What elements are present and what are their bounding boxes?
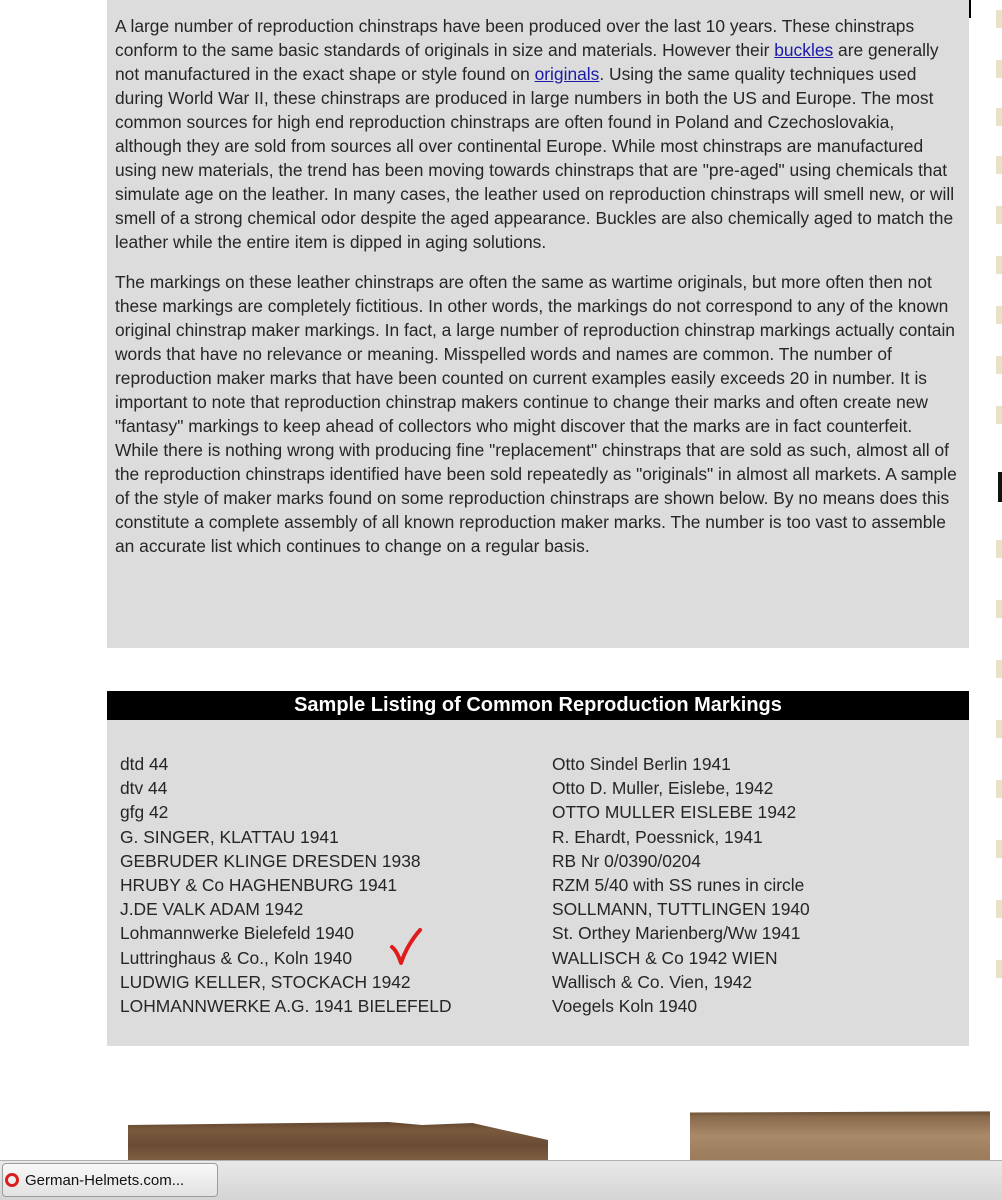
sidebar-black-block — [998, 472, 1002, 502]
intro-panel — [107, 0, 969, 648]
sidebar-fragment — [996, 900, 1002, 918]
marking-item: Voegels Koln 1940 — [552, 996, 698, 1017]
intro-paragraph-1 — [115, 14, 959, 254]
marking-item: HRUBY & Co HAGHENBURG 1941 — [120, 875, 398, 896]
sidebar-fragment — [996, 960, 1002, 978]
marking-item: RB Nr 0/0390/0204 — [552, 850, 701, 871]
sidebar-fragment — [996, 206, 1002, 224]
marking-item: RZM 5/40 with SS runes in circle — [552, 875, 805, 896]
sidebar-fragment — [996, 840, 1002, 858]
markings-listing-panel — [107, 691, 969, 1046]
paragraph-1-text-b: are generally not manufactured in the exact shape or style found on — [115, 40, 939, 84]
sidebar-fragment — [996, 540, 1002, 558]
marking-item: R. Ehardt, Poessnick, 1941 — [552, 826, 763, 847]
sidebar-fragment — [996, 156, 1002, 174]
marking-item: Wallisch & Co. Vien, 1942 — [552, 971, 753, 992]
buckles-link[interactable]: buckles — [774, 40, 834, 60]
paragraph-1-text-a: A large number of reproduction chinstraps have been produced over the last 10 years. These chinstraps conform to the same basic standards of originals in size and materials. However their — [115, 16, 915, 60]
sidebar-fragment — [996, 256, 1002, 274]
sidebar-fragment — [996, 600, 1002, 618]
marking-item: LUDWIG KELLER, STOCKACH 1942 — [120, 971, 411, 992]
right-sidebar-edge — [990, 0, 1002, 1160]
listing-title: Sample Listing of Common Reproduction Markings — [107, 691, 969, 720]
marking-item: Otto D. Muller, Eislebe, 1942 — [552, 778, 774, 799]
originals-link[interactable]: originals — [534, 64, 600, 84]
sidebar-fragment — [996, 10, 1002, 28]
sidebar-fragment — [996, 720, 1002, 738]
sidebar-fragment — [996, 108, 1002, 126]
marking-item: SOLLMANN, TUTTLINGEN 1940 — [552, 899, 810, 920]
marking-item: dtv 44 — [120, 778, 168, 799]
marking-item: Luttringhaus & Co., Koln 1940 — [120, 947, 353, 968]
intro-paragraph-2: The markings on these leather chinstraps are often the same as wartime originals, but more often then not these markings are completely fictitious. In other words, the markings do not correspond to any of the known original chinstrap maker markings. In fact, a large number of reproduction chinstrap markings actually contain words that have no relevance or meaning. Misspelled words and names are common. The number of reproduction maker marks that have been counted on current examples easily exceeds 20 in number. It is important to note that reproduction chinstrap makers continue to change their marks and often create new "fantasy" markings to keep ahead of collectors who might discover that the marks are in fact counterfeit. While there is nothing wrong with producing fine "replacement" chinstraps that are sold as such, almost all of the reproduction chinstraps identified have been sold repeatedly as "originals" in almost all markets. A sample of the style of maker marks found on some reproduction chinstraps are shown below. By no means does this constitute a complete assembly of all known reproduction maker marks. The number is too vast to assemble an accurate list which continues to change on a regular basis. — [115, 272, 957, 556]
marking-item: GEBRUDER KLINGE DRESDEN 1938 — [120, 850, 421, 871]
marking-item: Lohmannwerke Bielefeld 1940 — [120, 923, 354, 944]
sidebar-fragment — [996, 306, 1002, 324]
marking-item: LOHMANNWERKE A.G. 1941 BIELEFELD — [120, 996, 452, 1017]
taskbar-window-button[interactable] — [2, 1163, 218, 1197]
red-checkmark-icon — [389, 927, 425, 967]
sidebar-fragment — [996, 406, 1002, 424]
marking-item: WALLISCH & Co 1942 WIEN — [552, 947, 778, 968]
marking-item: gfg 42 — [120, 802, 169, 823]
paragraph-1-text-c: . Using the same quality techniques used during World War II, these chinstraps are produced in large numbers in both the US and Europe. The most common sources for high end reproduction chinstraps are often found in Poland and Czechoslovakia, although they are sold from sources all over continental Europe. While most chinstraps are manufactured using new materials, the trend has been moving towards chinstraps that are "pre-aged" using chemicals that simulate age on the leather. In many cases, the leather used on reproduction chinstraps will smell new, or will smell of a strong chemical odor despite the aged appearance. Buckles are also chemically aged to match the leather while the entire item is dipped in aging solutions. — [115, 64, 955, 252]
panel-divider — [969, 0, 971, 18]
taskbar-window-label: German-Helmets.com... — [25, 1171, 185, 1189]
marking-item: J.DE VALK ADAM 1942 — [120, 899, 304, 920]
sidebar-fragment — [996, 660, 1002, 678]
taskbar — [0, 1160, 1002, 1200]
sidebar-fragment — [996, 60, 1002, 78]
listing-right-column — [552, 752, 810, 1018]
chinstrap-photo-2 — [690, 1106, 1002, 1160]
marking-item: Otto Sindel Berlin 1941 — [552, 754, 731, 774]
marking-item: G. SINGER, KLATTAU 1941 — [120, 826, 339, 847]
marking-item: OTTO MULLER EISLEBE 1942 — [552, 802, 797, 823]
marking-item: dtd 44 — [120, 754, 169, 774]
sidebar-fragment — [996, 780, 1002, 798]
photo-strip — [0, 1096, 1002, 1160]
opera-browser-icon — [5, 1173, 19, 1187]
marking-item: St. Orthey Marienberg/Ww 1941 — [552, 923, 801, 944]
sidebar-fragment — [996, 356, 1002, 374]
chinstrap-photo-1 — [128, 1110, 548, 1160]
listing-left-column — [120, 752, 452, 1018]
